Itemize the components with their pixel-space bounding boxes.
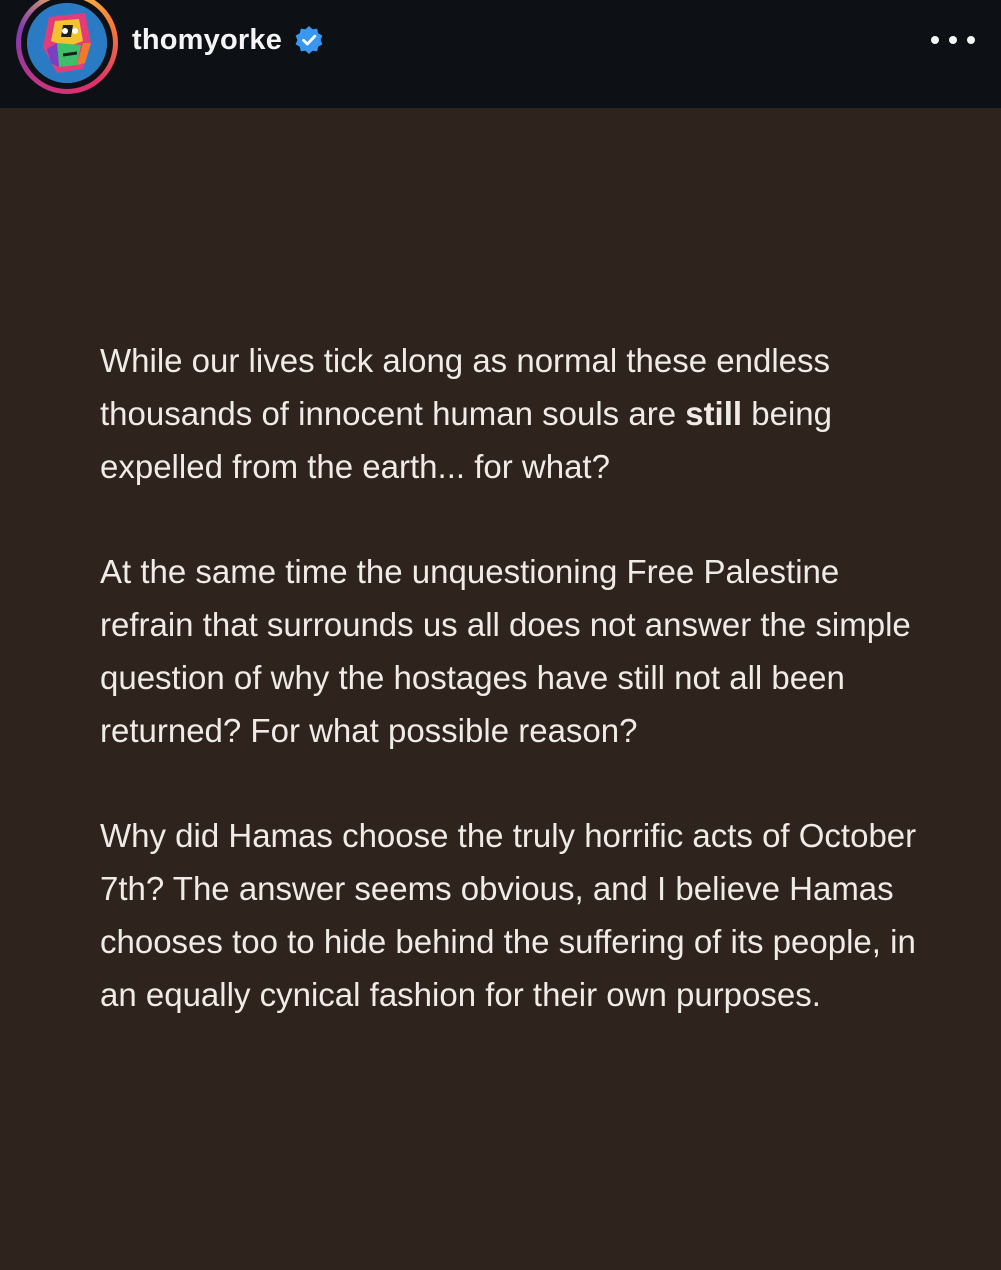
paragraph-3: Why did Hamas choose the truly horrific acts of October 7th? The answer seems obvious, and I believe Hamas chooses too to hide behind the suffering of its people, in an equally cynical fashion for their own purposes. xyxy=(100,817,917,1013)
paragraph-2: At the same time the unquestioning Free Palestine refrain that surrounds us all does not answer the simple question of why the hostages have still not all been returned? For what possible reason? xyxy=(100,553,911,749)
story-ring[interactable] xyxy=(16,0,118,94)
post-image xyxy=(0,108,1001,1270)
avatar-artwork-icon xyxy=(27,3,107,83)
post-text xyxy=(100,334,930,1073)
emphasis-still: still xyxy=(685,395,743,432)
post-header xyxy=(0,0,1001,108)
paragraph-1: While our lives tick along as normal these endless thousands of innocent human souls are still being expelled from the earth... for what? xyxy=(100,342,832,485)
username-row xyxy=(132,22,324,58)
avatar[interactable] xyxy=(27,3,107,83)
username[interactable]: thomyorke xyxy=(132,23,283,56)
verified-badge-icon xyxy=(294,25,324,55)
more-options-icon[interactable] xyxy=(931,30,975,50)
